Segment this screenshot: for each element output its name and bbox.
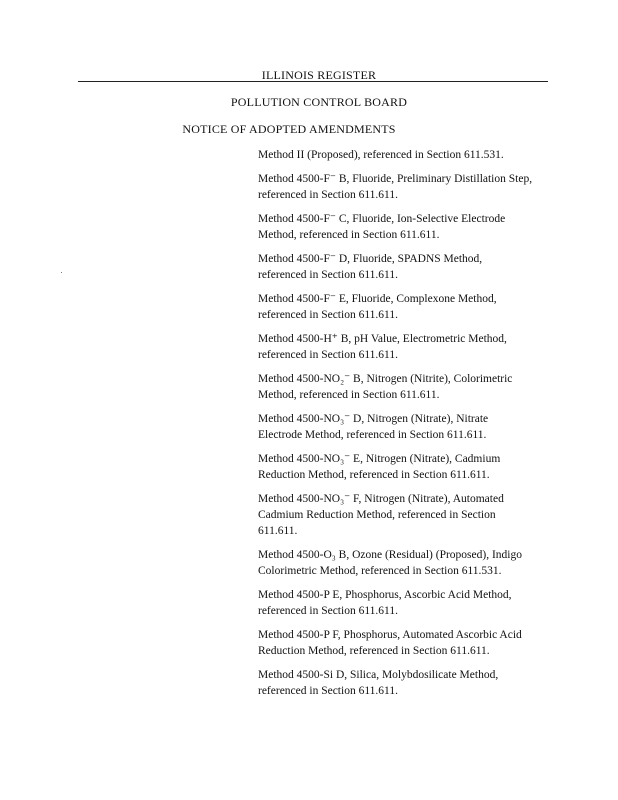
method-entry: Method 4500-NO₃⁻ F, Nitrogen (Nitrate), Automated Cadmium Reduction Method, referenced in Section 611.611. <box>258 493 504 537</box>
method-entry: Method 4500-H⁺ B, pH Value, Electrometric Method, referenced in Section 611.611. <box>258 333 507 361</box>
notice-title: NOTICE OF ADOPTED AMENDMENTS <box>182 122 396 136</box>
method-entry: Method 4500-P E, Phosphorus, Ascorbic Acid Method, referenced in Section 611.611. <box>258 589 512 617</box>
method-entry: Method 4500-NO₃⁻ D, Nitrogen (Nitrate), Nitrate Electrode Method, referenced in Section 611.611. <box>258 413 489 441</box>
board-title: POLLUTION CONTROL BOARD <box>230 95 408 109</box>
method-entry: Method 4500-P F, Phosphorus, Automated Ascorbic Acid Reduction Method, referenced in Section 611.611. <box>258 629 522 657</box>
scan-dot <box>61 272 62 273</box>
method-entry: Method II (Proposed), referenced in Section 611.531. <box>258 149 504 161</box>
method-entry: Method 4500-F⁻ E, Fluoride, Complexone Method, referenced in Section 611.611. <box>258 293 497 321</box>
register-title: ILLINOIS REGISTER <box>261 68 377 82</box>
method-list <box>258 147 558 707</box>
method-entry: Method 4500-O₃ B, Ozone (Residual) (Proposed), Indigo Colorimetric Method, referenced in Section 611.531. <box>258 549 522 577</box>
method-entry: Method 4500-Si D, Silica, Molybdosilicate Method, referenced in Section 611.611. <box>258 669 499 697</box>
method-entry: Method 4500-F⁻ C, Fluoride, Ion-Selective Electrode Method, referenced in Section 611.611. <box>258 213 506 241</box>
method-entry: Method 4500-NO₂⁻ B, Nitrogen (Nitrite), Colorimetric Method, referenced in Section 611.611. <box>258 373 513 401</box>
header-rule <box>78 81 548 82</box>
method-entry: Method 4500-F⁻ D, Fluoride, SPADNS Method, referenced in Section 611.611. <box>258 253 483 281</box>
method-entry: Method 4500-NO₃⁻ E, Nitrogen (Nitrate), Cadmium Reduction Method, referenced in Section 611.611. <box>258 453 501 481</box>
method-entry: Method 4500-F⁻ B, Fluoride, Preliminary Distillation Step, referenced in Section 611.611. <box>258 173 533 201</box>
